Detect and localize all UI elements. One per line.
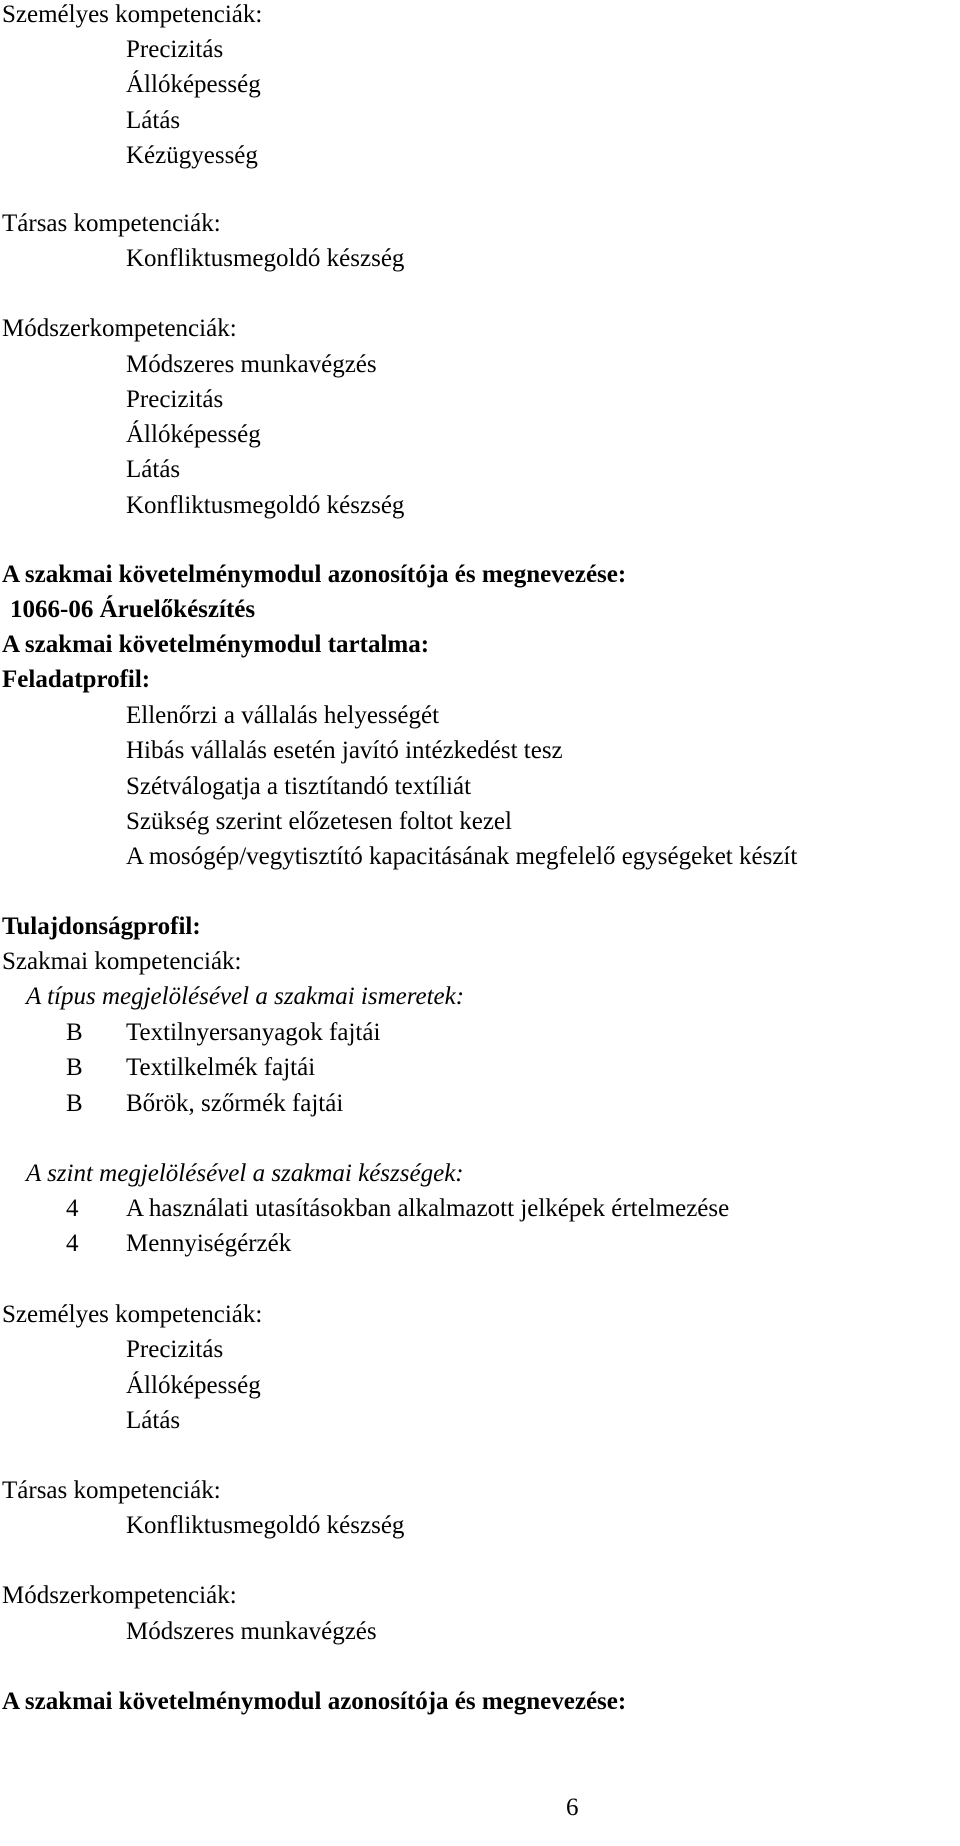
knowledge-heading: A típus megjelölésével a szakmai ismeretek: bbox=[26, 983, 465, 1010]
method-competency-item: Látás bbox=[126, 456, 181, 483]
module-id-heading: A szakmai követelménymodul azonosítója és megnevezése: bbox=[2, 561, 627, 588]
social-competency-item: Konfliktusmegoldó készség bbox=[126, 245, 405, 272]
professional-competencies-heading: Szakmai kompetenciák: bbox=[2, 948, 242, 975]
task-item: A mosógép/vegytisztító kapacitásának megfelelő egységeket készít bbox=[126, 843, 798, 870]
personal-competency-item: Állóképesség bbox=[126, 71, 261, 98]
property-profile-heading: Tulajdonságprofil: bbox=[2, 913, 201, 940]
knowledge-code: B bbox=[66, 1090, 83, 1117]
personal-competency-item: Kézügyesség bbox=[126, 142, 258, 169]
task-profile-heading: Feladatprofil: bbox=[2, 666, 151, 693]
personal-competency-item: Precizitás bbox=[126, 1336, 224, 1363]
knowledge-text: Textilkelmék fajtái bbox=[126, 1054, 316, 1081]
skills-text: Mennyiségérzék bbox=[126, 1230, 292, 1257]
method-competency-item: Állóképesség bbox=[126, 421, 261, 448]
personal-competency-item: Látás bbox=[126, 1407, 181, 1434]
personal-competency-item: Látás bbox=[126, 107, 181, 134]
social-competencies-heading: Társas kompetenciák: bbox=[2, 1477, 221, 1504]
knowledge-code: B bbox=[66, 1054, 83, 1081]
task-item: Szükség szerint előzetesen foltot kezel bbox=[126, 808, 512, 835]
method-competency-item: Módszeres munkavégzés bbox=[126, 1618, 377, 1645]
social-competencies-heading: Társas kompetenciák: bbox=[2, 210, 221, 237]
skills-code: 4 bbox=[66, 1230, 79, 1257]
personal-competencies-heading: Személyes kompetenciák: bbox=[2, 1, 263, 28]
personal-competency-item: Precizitás bbox=[126, 36, 224, 63]
method-competencies-heading: Módszerkompetenciák: bbox=[2, 1582, 237, 1609]
knowledge-text: Textilnyersanyagok fajtái bbox=[126, 1019, 381, 1046]
page-number: 6 bbox=[566, 1794, 579, 1821]
knowledge-code: B bbox=[66, 1019, 83, 1046]
skills-heading: A szint megjelölésével a szakmai készségek: bbox=[26, 1160, 464, 1187]
method-competency-item: Konfliktusmegoldó készség bbox=[126, 492, 405, 519]
task-item: Ellenőrzi a vállalás helyességét bbox=[126, 702, 440, 729]
personal-competency-item: Állóképesség bbox=[126, 1372, 261, 1399]
next-module-heading: A szakmai követelménymodul azonosítója és megnevezése: bbox=[2, 1688, 627, 1715]
method-competencies-heading: Módszerkompetenciák: bbox=[2, 315, 237, 342]
knowledge-text: Bőrök, szőrmék fajtái bbox=[126, 1090, 344, 1117]
task-item: Szétválogatja a tisztítandó textíliát bbox=[126, 773, 472, 800]
skills-text: A használati utasításokban alkalmazott jelképek értelmezése bbox=[126, 1195, 730, 1222]
personal-competencies-heading: Személyes kompetenciák: bbox=[2, 1301, 263, 1328]
method-competency-item: Precizitás bbox=[126, 386, 224, 413]
social-competency-item: Konfliktusmegoldó készség bbox=[126, 1512, 405, 1539]
module-content-heading: A szakmai követelménymodul tartalma: bbox=[2, 631, 430, 658]
method-competency-item: Módszeres munkavégzés bbox=[126, 351, 377, 378]
task-item: Hibás vállalás esetén javító intézkedést tesz bbox=[126, 737, 563, 764]
skills-code: 4 bbox=[66, 1195, 79, 1222]
module-id-value: 1066-06 Áruelőkészítés bbox=[10, 596, 256, 623]
